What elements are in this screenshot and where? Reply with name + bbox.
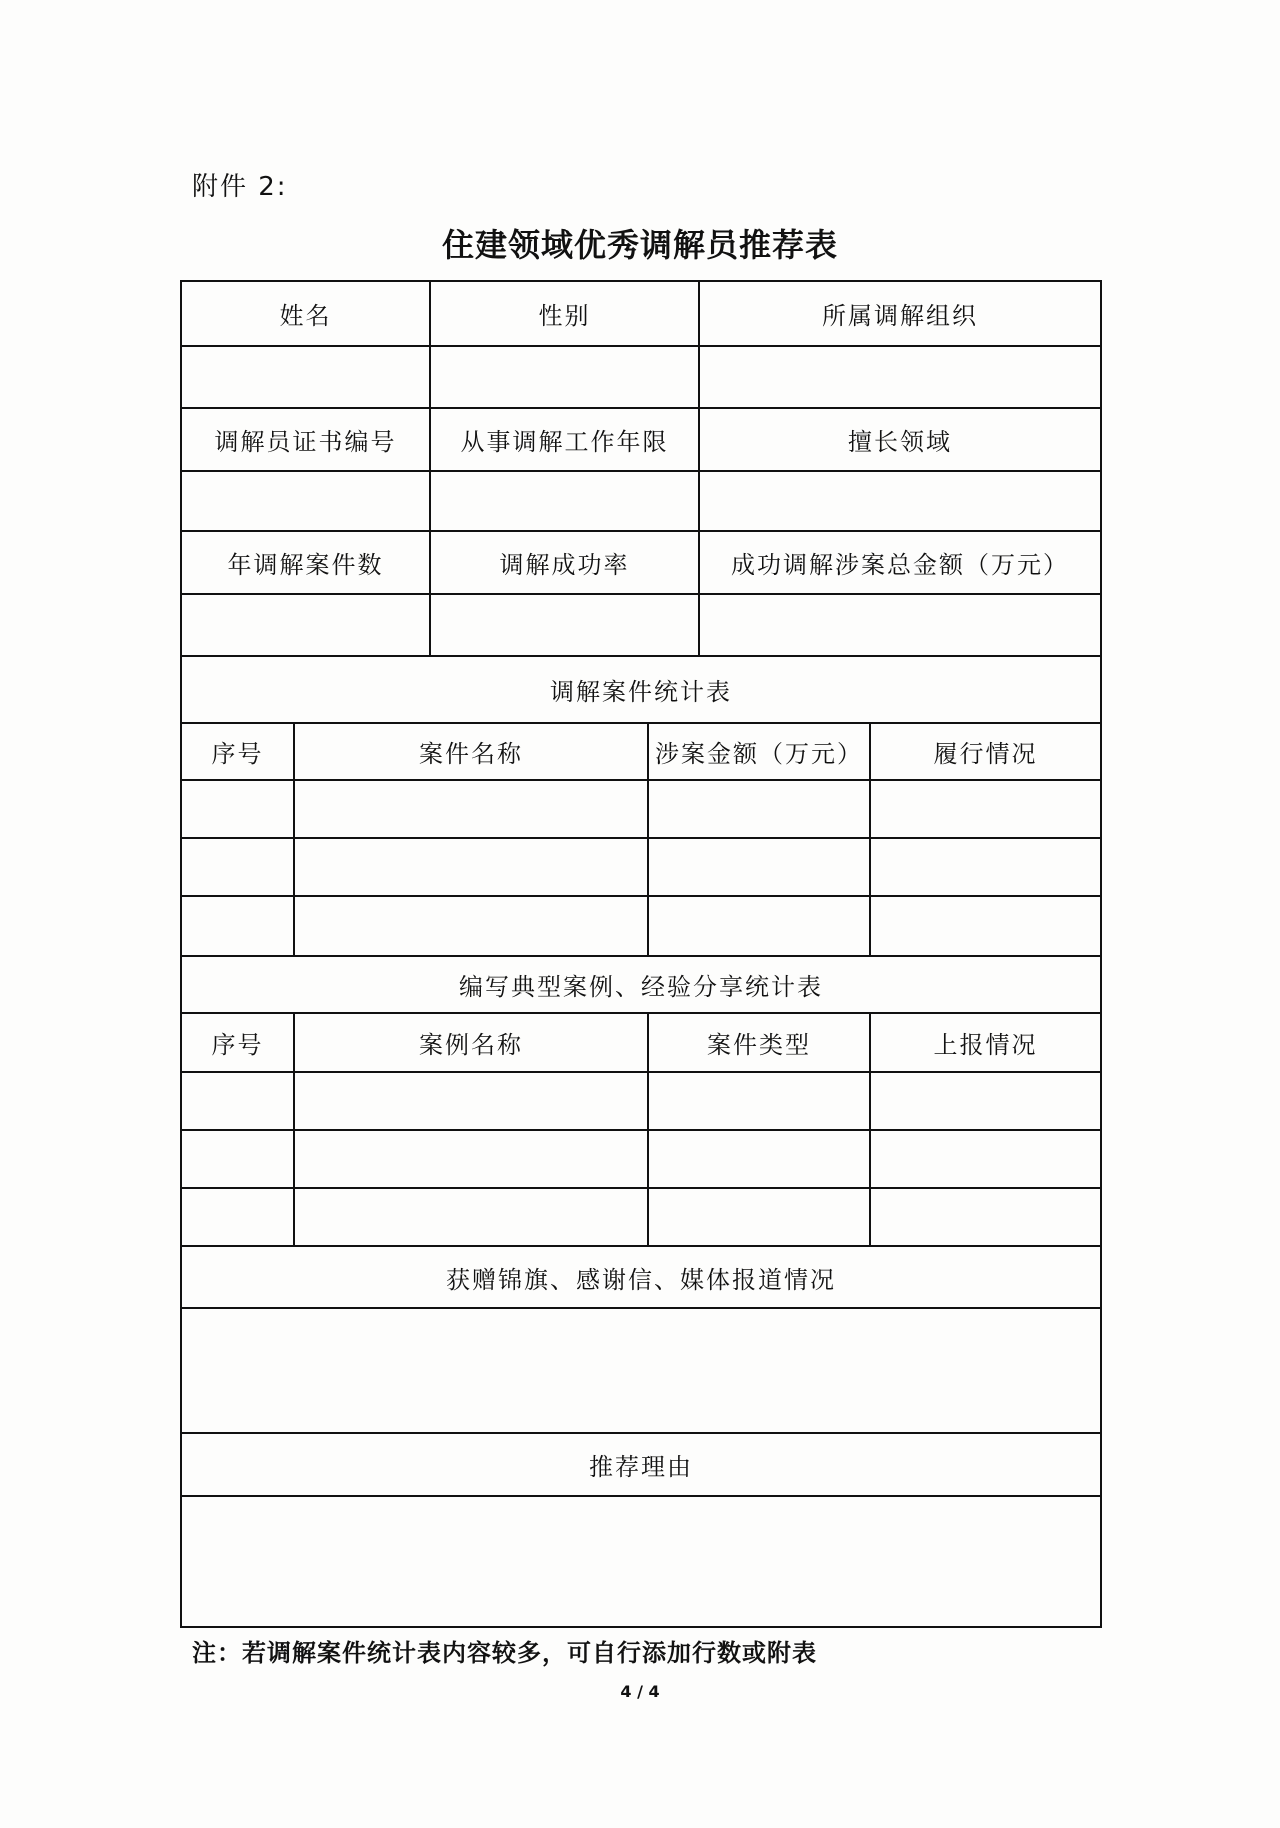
typical-cases-title-row	[182, 957, 1100, 1014]
header-organization: 所属调解组织	[822, 302, 978, 330]
header-years-of-work: 从事调解工作年限	[431, 409, 700, 470]
case-stats-title: 调解案件统计表	[550, 678, 732, 706]
typical-cases-cell[interactable]	[182, 1131, 295, 1187]
typical-cases-header-row	[182, 1014, 1100, 1073]
certificate-number-field[interactable]	[182, 472, 431, 530]
typical-cases-cell[interactable]	[182, 1073, 295, 1129]
typical-cases-header-index: 序号	[182, 1014, 295, 1071]
header-success-rate: 调解成功率	[431, 532, 700, 593]
case-stats-header-name: 案件名称	[295, 724, 649, 779]
header-annual-cases: 年调解案件数	[182, 532, 431, 593]
basic-header-row-1	[182, 282, 1100, 347]
typical-cases-title: 编写典型案例、经验分享统计表	[459, 973, 823, 1001]
success-rate-field[interactable]	[431, 595, 700, 655]
typical-cases-cell[interactable]	[649, 1073, 871, 1129]
case-stats-cell[interactable]	[649, 781, 871, 837]
case-stats-header-row	[182, 724, 1100, 781]
case-stats-header-performance: 履行情况	[933, 740, 1038, 768]
table-row	[182, 897, 1100, 957]
typical-cases-cell[interactable]	[295, 1073, 649, 1129]
header-certificate-number: 调解员证书编号	[182, 409, 431, 470]
reason-content-row	[182, 1497, 1100, 1626]
case-stats-header-index: 序号	[182, 724, 295, 779]
form-title: 住建领域优秀调解员推荐表	[441, 226, 838, 264]
case-stats-cell[interactable]	[871, 839, 1100, 895]
typical-cases-header-type: 案件类型	[649, 1014, 871, 1071]
typical-cases-cell[interactable]	[295, 1189, 649, 1245]
header-expertise: 擅长领域	[848, 428, 952, 456]
case-stats-cell[interactable]	[649, 839, 871, 895]
header-gender: 性别	[431, 282, 700, 345]
case-stats-cell[interactable]	[649, 897, 871, 955]
header-total-amount: 成功调解涉案总金额（万元）	[731, 551, 1069, 579]
footnote: 注：若调解案件统计表内容较多，可自行添加行数或附表	[192, 1639, 817, 1667]
expertise-field[interactable]	[700, 472, 1100, 530]
typical-cases-cell[interactable]	[871, 1131, 1100, 1187]
attachment-label: 附件 2:	[192, 172, 288, 202]
case-stats-cell[interactable]	[871, 897, 1100, 955]
honors-field[interactable]	[182, 1309, 1100, 1432]
typical-cases-cell[interactable]	[295, 1131, 649, 1187]
typical-cases-cell[interactable]	[649, 1131, 871, 1187]
honors-title-row	[182, 1247, 1100, 1309]
basic-input-row-1	[182, 347, 1100, 409]
years-of-work-field[interactable]	[431, 472, 700, 530]
typical-cases-header-name: 案例名称	[295, 1014, 649, 1071]
header-name: 姓名	[182, 282, 431, 345]
typical-cases-cell[interactable]	[649, 1189, 871, 1245]
page-number: 4 / 4	[620, 1682, 660, 1701]
total-amount-field[interactable]	[700, 595, 1100, 655]
case-stats-cell[interactable]	[182, 781, 295, 837]
table-row	[182, 781, 1100, 839]
honors-content-row	[182, 1309, 1100, 1434]
reason-title: 推荐理由	[589, 1453, 693, 1481]
honors-title: 获赠锦旗、感谢信、媒体报道情况	[446, 1265, 836, 1294]
table-row	[182, 1189, 1100, 1247]
case-stats-title-row	[182, 657, 1100, 724]
name-field[interactable]	[182, 347, 431, 407]
basic-header-row-3	[182, 532, 1100, 595]
case-stats-header-amount: 涉案金额（万元）	[649, 724, 871, 779]
case-stats-cell[interactable]	[182, 897, 295, 955]
case-stats-cell[interactable]	[295, 839, 649, 895]
reason-field[interactable]	[182, 1497, 1100, 1626]
reason-title-row	[182, 1434, 1100, 1497]
table-row	[182, 1073, 1100, 1131]
case-stats-cell[interactable]	[182, 839, 295, 895]
basic-input-row-2	[182, 472, 1100, 532]
typical-cases-cell[interactable]	[871, 1073, 1100, 1129]
table-row	[182, 839, 1100, 897]
basic-header-row-2	[182, 409, 1100, 472]
basic-input-row-3	[182, 595, 1100, 657]
table-row	[182, 1131, 1100, 1189]
organization-field[interactable]	[700, 347, 1100, 407]
gender-field[interactable]	[431, 347, 700, 407]
annual-cases-field[interactable]	[182, 595, 431, 655]
typical-cases-header-report: 上报情况	[933, 1031, 1038, 1059]
case-stats-cell[interactable]	[295, 897, 649, 955]
case-stats-cell[interactable]	[871, 781, 1100, 837]
typical-cases-cell[interactable]	[182, 1189, 295, 1245]
typical-cases-cell[interactable]	[871, 1189, 1100, 1245]
case-stats-cell[interactable]	[295, 781, 649, 837]
recommendation-form-table	[180, 280, 1102, 1628]
